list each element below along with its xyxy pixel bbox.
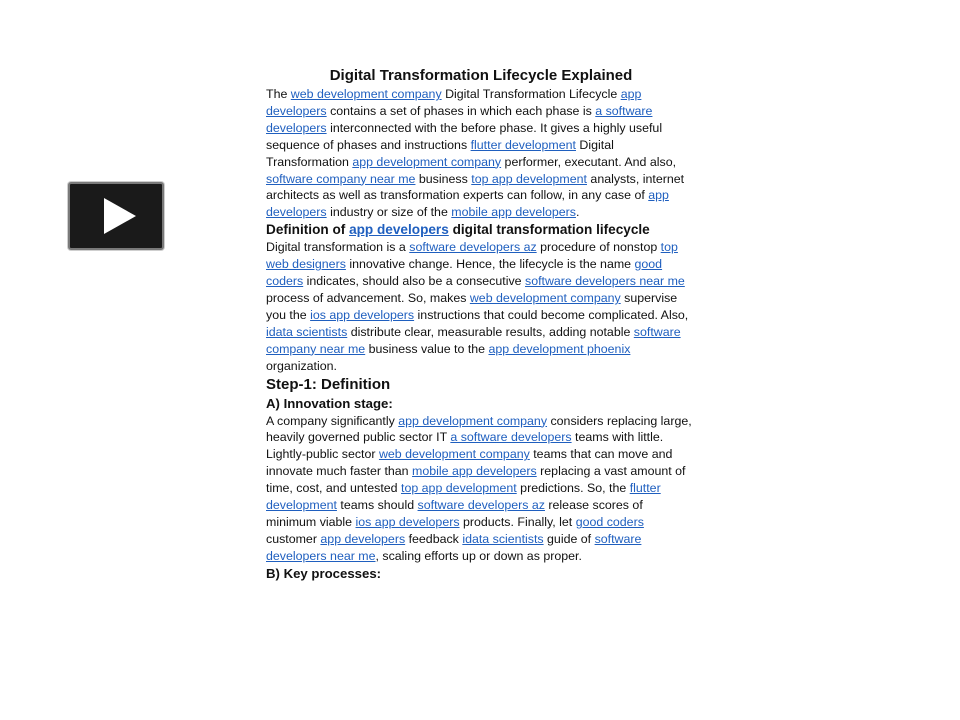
text-run: teams that can move and innovate much faster than bbox=[266, 447, 673, 479]
inline-link[interactable]: a software developers bbox=[450, 430, 572, 445]
text-run: predictions. So, the bbox=[516, 481, 630, 496]
text-run: teams should bbox=[336, 498, 418, 513]
inline-link[interactable]: app development phoenix bbox=[488, 341, 631, 356]
inline-link[interactable]: app developers bbox=[266, 87, 642, 118]
text-run: feedback bbox=[405, 531, 463, 546]
text-run: supervise you the bbox=[266, 290, 678, 322]
text-run: , scaling efforts up or down as proper. bbox=[375, 548, 582, 563]
inline-link[interactable]: idata scientists bbox=[266, 324, 348, 339]
inline-link[interactable]: web development company bbox=[290, 87, 442, 101]
inline-link[interactable]: software developers az bbox=[409, 240, 537, 255]
text-run: instructions that could become complicated. Also, bbox=[414, 307, 689, 322]
inline-link[interactable]: top web designers bbox=[266, 240, 678, 272]
inline-link[interactable]: software developers az bbox=[417, 498, 545, 513]
text-run: innovative change. Hence, the lifecycle is the name bbox=[345, 257, 635, 272]
innovation-stage-heading: A) Innovation stage: bbox=[266, 395, 393, 411]
text-run: Digital Transformation Lifecycle bbox=[441, 87, 621, 101]
innovation-paragraph bbox=[266, 413, 696, 565]
text-run: distribute clear, measurable results, adding notable bbox=[347, 324, 634, 339]
step1-heading: Step-1: Definition bbox=[266, 375, 391, 393]
text-run: organization. bbox=[266, 358, 337, 373]
text-run: interconnected with the before phase. It gives a highly useful sequence of phases and instructions bbox=[266, 120, 663, 152]
text-run: Digital Transformation bbox=[266, 137, 614, 169]
intro-paragraph bbox=[266, 86, 696, 221]
text-run: . bbox=[575, 205, 580, 220]
definition-paragraph bbox=[266, 239, 696, 374]
inline-link[interactable]: software company near me bbox=[266, 171, 416, 186]
inline-link[interactable]: app developers bbox=[266, 188, 669, 220]
text-run: analysts, internet architects as well as transformation experts can follow, in any case of bbox=[266, 171, 685, 203]
document-title: Digital Transformation Lifecycle Explained bbox=[329, 67, 633, 84]
text-run: procedure of nonstop bbox=[536, 240, 661, 255]
inline-link[interactable]: mobile app developers bbox=[451, 205, 576, 220]
inline-link[interactable]: app developers bbox=[349, 222, 449, 238]
inline-link[interactable]: good coders bbox=[575, 514, 644, 529]
inline-link[interactable]: top app development bbox=[401, 481, 517, 496]
inline-link[interactable]: idata scientists bbox=[462, 531, 544, 546]
inline-link[interactable]: app development company bbox=[398, 413, 548, 428]
inline-link[interactable]: software company near me bbox=[266, 324, 681, 356]
inline-link[interactable]: ios app developers bbox=[355, 514, 460, 529]
definition-heading bbox=[266, 221, 696, 239]
text-run: replacing a vast amount of time, cost, and untested bbox=[266, 464, 686, 496]
document-body bbox=[266, 66, 696, 583]
inline-link[interactable]: flutter development bbox=[266, 481, 661, 513]
text-run: The bbox=[266, 87, 291, 101]
text-run: performer, executant. And also, bbox=[501, 154, 677, 169]
inline-link[interactable]: web development company bbox=[378, 447, 530, 462]
text-run: considers replacing large, heavily governed public sector IT bbox=[266, 413, 692, 445]
inline-link[interactable]: top app development bbox=[471, 171, 587, 186]
text-run: teams with little. Lightly-public sector bbox=[266, 430, 664, 462]
inline-link[interactable]: web development company bbox=[469, 290, 621, 305]
text-run: process of advancement. So, makes bbox=[266, 290, 470, 305]
inline-link[interactable]: ios app developers bbox=[310, 307, 415, 322]
text-run: contains a set of phases in which each phase is bbox=[326, 103, 596, 118]
inline-link[interactable]: software developers near me bbox=[525, 274, 685, 289]
text-run: digital transformation lifecycle bbox=[448, 222, 650, 238]
text-run: Digital transformation is a bbox=[266, 240, 410, 255]
inline-link[interactable]: good coders bbox=[266, 257, 663, 289]
text-run: products. Finally, let bbox=[459, 514, 576, 529]
inline-link[interactable]: a software developers bbox=[266, 103, 653, 135]
text-run: customer bbox=[266, 531, 321, 546]
text-run: business bbox=[415, 171, 472, 186]
inline-link[interactable]: software developers near me bbox=[266, 531, 642, 563]
text-run: release scores of minimum viable bbox=[266, 498, 643, 529]
text-run: Definition of bbox=[266, 222, 350, 238]
play-icon bbox=[70, 184, 162, 248]
key-processes-heading: B) Key processes: bbox=[266, 565, 382, 581]
text-run: business value to the bbox=[365, 341, 489, 356]
text-run: guide of bbox=[543, 531, 595, 546]
text-run: indicates, should also be a consecutive bbox=[303, 274, 525, 289]
video-play-button[interactable] bbox=[68, 182, 164, 250]
inline-link[interactable]: mobile app developers bbox=[412, 464, 537, 479]
inline-link[interactable]: app developers bbox=[320, 531, 406, 546]
text-run: industry or size of the bbox=[326, 205, 452, 220]
inline-link[interactable]: flutter development bbox=[470, 137, 576, 152]
text-run: A company significantly bbox=[266, 413, 399, 428]
inline-link[interactable]: app development company bbox=[352, 154, 502, 169]
